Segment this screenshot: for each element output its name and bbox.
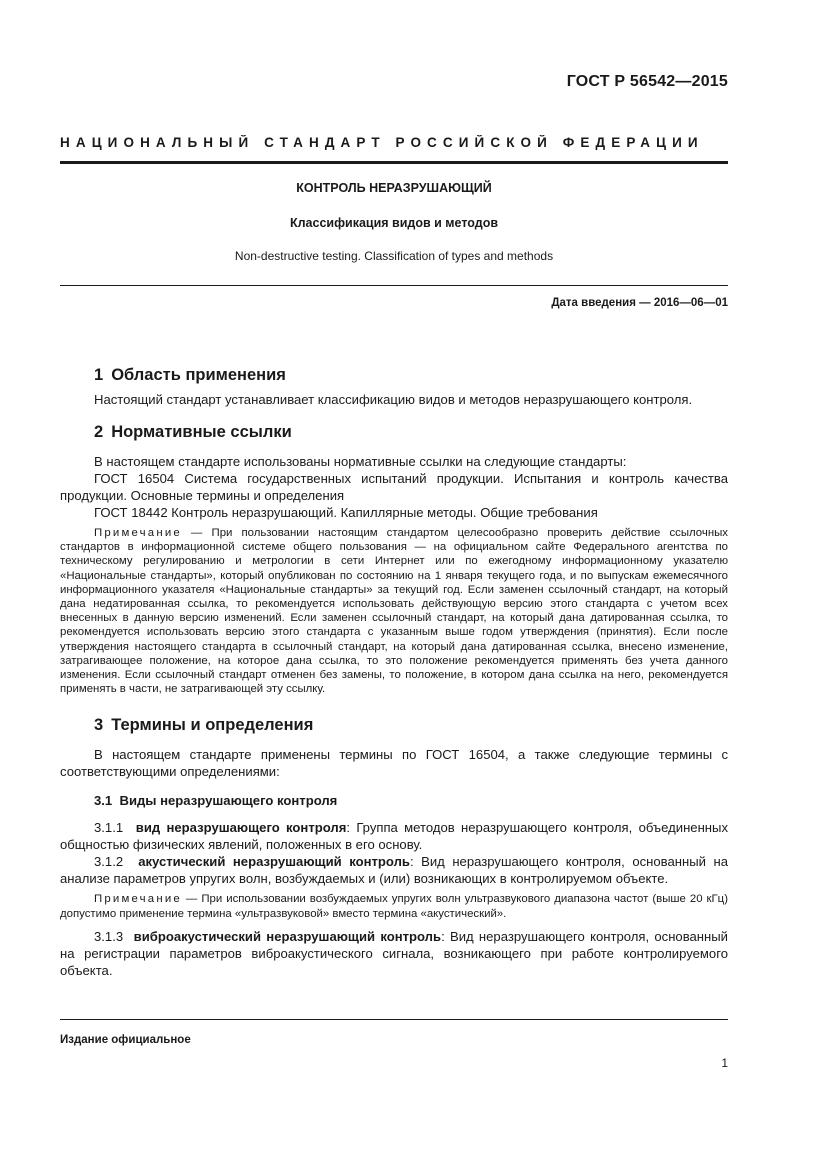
standard-title-english: Non-destructive testing. Classification of types and methods — [234, 249, 554, 263]
term-3-1-3 — [60, 928, 728, 979]
note — [60, 892, 728, 920]
note — [60, 526, 728, 696]
term-definition: : Вид неразрушающего контроля, основанный на анализе параметров упругих волн, возбуждаемых и (или) возникающих в контролируемом объекте. — [60, 854, 728, 887]
note-text: — При использовании возбуждаемых упругих волн ультразвукового диапазона частот (выше 20 кГц) допустимо применение термина «ультразвуковой» вместо термина «акустический». — [60, 893, 728, 920]
term-definition: : Вид неразрушающего контроля, основанный на регистрации параметров виброакустического сигнала, возникающего при работе контролируемого объекта. — [60, 928, 728, 978]
term-number: 3.1.2 — [94, 854, 124, 870]
section-title: Термины и определения — [111, 716, 314, 735]
term-3-1-1 — [60, 819, 728, 853]
page-number: 1 — [721, 1056, 728, 1070]
standard-subtitle: Классификация видов и методов — [289, 216, 499, 230]
note-label: Примечание — [94, 527, 182, 539]
paragraph: Настоящий стандарт устанавливает классификацию видов и методов неразрушающего контроля. — [94, 392, 693, 407]
term-name: виброакустический неразрушающий контроль — [133, 928, 442, 944]
section-heading-3 — [60, 714, 728, 736]
introduction-date: Дата введения — 2016—06—01 — [551, 297, 728, 309]
term-number: 3.1.3 — [94, 928, 124, 944]
official-edition-label: Издание официальное — [60, 1034, 191, 1046]
term-3-1-2 — [60, 853, 728, 887]
note-label: Примечание — [94, 893, 182, 906]
subsection-heading-3-1 — [60, 792, 728, 809]
footer-rule — [60, 1019, 728, 1020]
term-number: 3.1.1 — [94, 820, 124, 836]
term-definition: : Группа методов неразрушающего контроля, объединенных общностью физических явлений, положенных в его основу. — [60, 820, 729, 853]
national-standard-heading: НАЦИОНАЛЬНЫЙ СТАНДАРТ РОССИЙСКОЙ ФЕДЕРАЦИИ — [60, 135, 704, 150]
section-number: 1 — [94, 366, 104, 384]
document-code: ГОСТ Р 56542—2015 — [566, 73, 728, 90]
term-name: акустический неразрушающий контроль — [138, 854, 410, 870]
subsection-number: 3.1 — [94, 793, 113, 809]
section-title: Область применения — [111, 366, 286, 384]
reference-gost-16504: ГОСТ 16504 Система государственных испытаний продукции. Испытания и контроль качества продукции. Основные термины и определения — [60, 471, 728, 503]
section-heading-1 — [60, 364, 728, 386]
title-rule — [60, 285, 728, 286]
section-heading-2 — [60, 421, 728, 443]
paragraph: В настоящем стандарте использованы нормативные ссылки на следующие стандарты: — [94, 454, 627, 469]
header-rule — [60, 161, 728, 164]
section-title: Нормативные ссылки — [111, 423, 292, 441]
subsection-title: Виды неразрушающего контроля — [119, 793, 338, 809]
section-number: 2 — [94, 423, 104, 441]
reference-gost-18442: ГОСТ 18442 Контроль неразрушающий. Капиллярные методы. Общие требования — [94, 505, 598, 520]
term-name: вид неразрушающего контроля — [135, 820, 347, 836]
paragraph: В настоящем стандарте применены термины по ГОСТ 16504, а также следующие термины с соответствующими определениями: — [60, 747, 728, 780]
section-number: 3 — [94, 716, 104, 735]
standard-title: КОНТРОЛЬ НЕРАЗРУШАЮЩИЙ — [296, 181, 492, 195]
document-body — [60, 364, 728, 979]
note-text: — При пользовании настоящим стандартом целесообразно проверить действие ссылочных стандартов в информационной системе общего пользования — на официальном сайте Федерального агентства по техническому регулированию и метрологии в сети Интернет или по ежегодному информационному указателю «Национальные стандарты», который опубликован по состоянию на 1 января текущего года, и по выпускам ежемесячного информационного указателя «Национальные стандарты» за текущий год. Если заменен ссылочный стандарт, на который дана недатированная ссылка, то рекомендуется использовать действующую версию этого стандарта с учетом всех внесенных в данную версию изменений. Если заменен ссылочный стандарт, на который дана датированная ссылка, то рекомендуется использовать версию этого стандарта с указанным выше годом утверждения (принятия). Если после утверждения настоящего стандарта в ссылочный стандарт, на который дана датированная ссылка, внесено изменение, затрагивающее положение, на которое дана ссылка, то это положение рекомендуется применять без учета данного изменения. Если ссылочный стандарт отменен без замены, то положение, в котором дана ссылка на него, рекомендуется применять в части, не затрагивающей эту ссылку. — [60, 527, 728, 696]
